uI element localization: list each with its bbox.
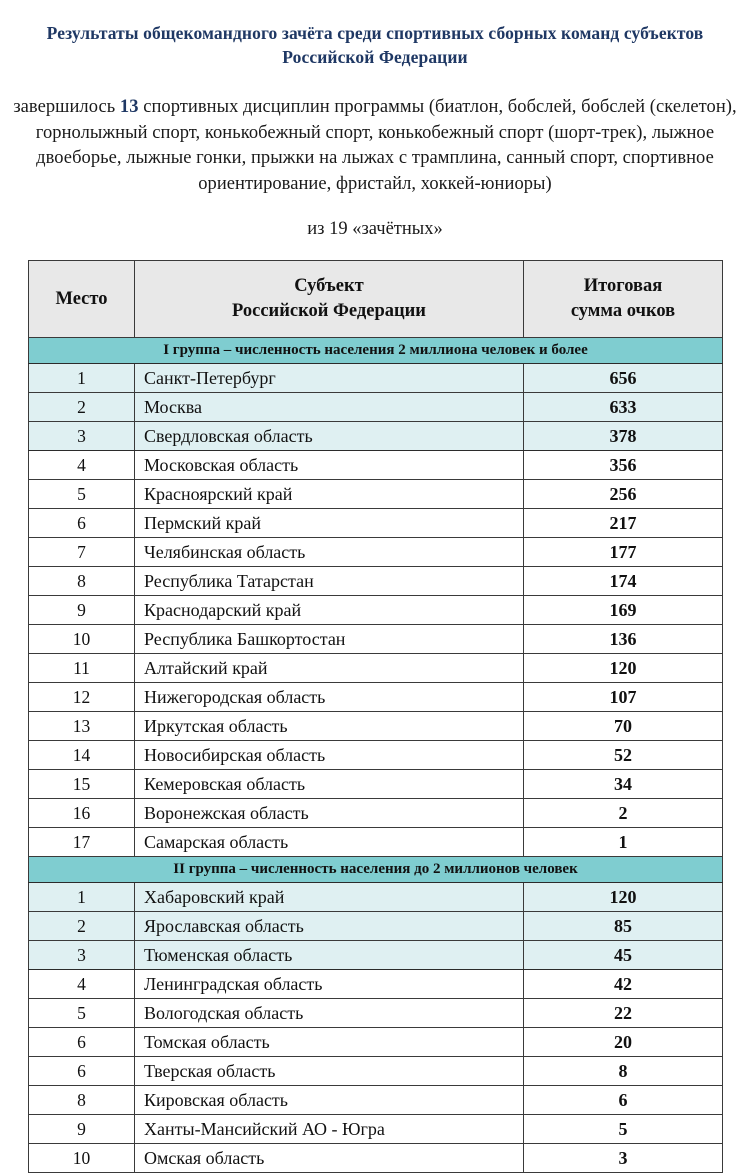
cell-region: Московская область [135, 451, 524, 480]
table-row [29, 970, 723, 999]
cell-place: 8 [29, 1086, 135, 1115]
intro-discipline-count: 13 [119, 97, 139, 118]
group-header-label: II группа – численность населения до 2 миллионов человек [29, 857, 723, 883]
total-prefix: из [307, 218, 325, 239]
table-header [29, 261, 723, 338]
cell-place: 17 [29, 828, 135, 857]
table-row [29, 596, 723, 625]
column-header-points-line-1: Итоговая [583, 276, 663, 297]
cell-region: Ханты-Мансийский АО - Югра [135, 1115, 524, 1144]
cell-place: 1 [29, 883, 135, 912]
group-header-row [29, 338, 723, 364]
cell-place: 4 [29, 970, 135, 999]
table-row [29, 654, 723, 683]
cell-region: Краснодарский край [135, 596, 524, 625]
table-row [29, 422, 723, 451]
cell-region: Тюменская область [135, 941, 524, 970]
cell-region: Томская область [135, 1028, 524, 1057]
column-header-place: Место [29, 261, 135, 338]
cell-place: 16 [29, 799, 135, 828]
cell-place: 6 [29, 509, 135, 538]
cell-region: Новосибирская область [135, 741, 524, 770]
group-header-label: I группа – численность населения 2 миллиона человек и более [29, 338, 723, 364]
standings-table-wrapper [28, 260, 722, 1173]
cell-points: 136 [524, 625, 723, 654]
cell-place: 10 [29, 625, 135, 654]
table-row [29, 799, 723, 828]
cell-region: Санкт-Петербург [135, 364, 524, 393]
cell-points: 107 [524, 683, 723, 712]
table-row [29, 538, 723, 567]
cell-place: 8 [29, 567, 135, 596]
table-row [29, 741, 723, 770]
table-row [29, 828, 723, 857]
cell-region: Хабаровский край [135, 883, 524, 912]
table-row [29, 1144, 723, 1173]
cell-region: Кировская область [135, 1086, 524, 1115]
cell-place: 3 [29, 941, 135, 970]
cell-place: 5 [29, 480, 135, 509]
cell-region: Самарская область [135, 828, 524, 857]
table-row [29, 1057, 723, 1086]
standings-table [28, 260, 723, 1173]
cell-region: Иркутская область [135, 712, 524, 741]
cell-points: 2 [524, 799, 723, 828]
cell-region: Красноярский край [135, 480, 524, 509]
cell-place: 9 [29, 1115, 135, 1144]
cell-region: Республика Татарстан [135, 567, 524, 596]
table-row [29, 480, 723, 509]
cell-place: 10 [29, 1144, 135, 1173]
cell-points: 656 [524, 364, 723, 393]
table-row [29, 941, 723, 970]
cell-place: 7 [29, 538, 135, 567]
column-header-points [524, 261, 723, 338]
cell-points: 22 [524, 999, 723, 1028]
table-row [29, 770, 723, 799]
table-row [29, 567, 723, 596]
cell-place: 14 [29, 741, 135, 770]
cell-points: 70 [524, 712, 723, 741]
cell-region: Нижегородская область [135, 683, 524, 712]
cell-place: 12 [29, 683, 135, 712]
cell-points: 6 [524, 1086, 723, 1115]
cell-region: Пермский край [135, 509, 524, 538]
group-header-row [29, 857, 723, 883]
cell-place: 2 [29, 393, 135, 422]
cell-points: 256 [524, 480, 723, 509]
table-row [29, 683, 723, 712]
cell-region: Вологодская область [135, 999, 524, 1028]
cell-points: 633 [524, 393, 723, 422]
table-row [29, 451, 723, 480]
cell-points: 34 [524, 770, 723, 799]
cell-points: 52 [524, 741, 723, 770]
page-title-line-2: субъектов Российской Федерации [282, 22, 704, 67]
cell-place: 9 [29, 596, 135, 625]
table-body [29, 338, 723, 1173]
cell-points: 217 [524, 509, 723, 538]
cell-points: 378 [524, 422, 723, 451]
cell-place: 11 [29, 654, 135, 683]
table-row [29, 625, 723, 654]
cell-region: Москва [135, 393, 524, 422]
table-row [29, 1086, 723, 1115]
cell-region: Республика Башкортостан [135, 625, 524, 654]
cell-region: Тверская область [135, 1057, 524, 1086]
table-row [29, 999, 723, 1028]
cell-points: 5 [524, 1115, 723, 1144]
cell-points: 174 [524, 567, 723, 596]
table-row [29, 509, 723, 538]
header-row [29, 261, 723, 338]
cell-place: 2 [29, 912, 135, 941]
cell-place: 6 [29, 1028, 135, 1057]
cell-place: 1 [29, 364, 135, 393]
page-title [0, 12, 750, 69]
total-suffix: «зачётных» [352, 218, 443, 239]
page-title-line-1: Результаты общекомандного зачёта среди спортивных сборных команд [46, 22, 620, 43]
intro-before-count: завершилось [13, 97, 116, 118]
document-page [0, 12, 750, 1169]
cell-region: Алтайский край [135, 654, 524, 683]
table-row [29, 712, 723, 741]
cell-region: Ленинградская область [135, 970, 524, 999]
cell-place: 15 [29, 770, 135, 799]
cell-region: Ярославская область [135, 912, 524, 941]
column-header-region [135, 261, 524, 338]
cell-points: 120 [524, 883, 723, 912]
table-row [29, 393, 723, 422]
cell-place: 5 [29, 999, 135, 1028]
table-row [29, 883, 723, 912]
cell-region: Воронежская область [135, 799, 524, 828]
intro-total-line [0, 216, 750, 242]
cell-points: 20 [524, 1028, 723, 1057]
cell-points: 120 [524, 654, 723, 683]
cell-region: Омская область [135, 1144, 524, 1173]
intro-paragraph [0, 87, 750, 197]
column-header-region-line-2: Российской Федерации [232, 301, 426, 322]
cell-place: 4 [29, 451, 135, 480]
table-row [29, 1028, 723, 1057]
cell-place: 13 [29, 712, 135, 741]
cell-points: 177 [524, 538, 723, 567]
cell-place: 6 [29, 1057, 135, 1086]
column-header-region-line-1: Субъект [294, 276, 364, 297]
total-count: 19 [329, 218, 348, 239]
table-row [29, 912, 723, 941]
cell-region: Свердловская область [135, 422, 524, 451]
cell-points: 1 [524, 828, 723, 857]
intro-after-count: спортивных дисциплин программы (биатлон, бобслей, бобслей (скелетон), горнолыжный спорт, конькобежный спорт, конькобежный спорт (шорт-трек), лыжное двоеборье, лыжные гонки, прыжки на лыжах с трамплина, санный спорт, спортивное ориентирование, фристайл, хоккей-юниоры) [35, 97, 737, 194]
cell-points: 85 [524, 912, 723, 941]
table-row [29, 364, 723, 393]
cell-points: 356 [524, 451, 723, 480]
column-header-points-line-2: сумма очков [570, 301, 676, 322]
table-row [29, 1115, 723, 1144]
cell-points: 169 [524, 596, 723, 625]
cell-points: 45 [524, 941, 723, 970]
cell-points: 42 [524, 970, 723, 999]
cell-points: 3 [524, 1144, 723, 1173]
cell-region: Кемеровская область [135, 770, 524, 799]
cell-points: 8 [524, 1057, 723, 1086]
cell-place: 3 [29, 422, 135, 451]
cell-region: Челябинская область [135, 538, 524, 567]
